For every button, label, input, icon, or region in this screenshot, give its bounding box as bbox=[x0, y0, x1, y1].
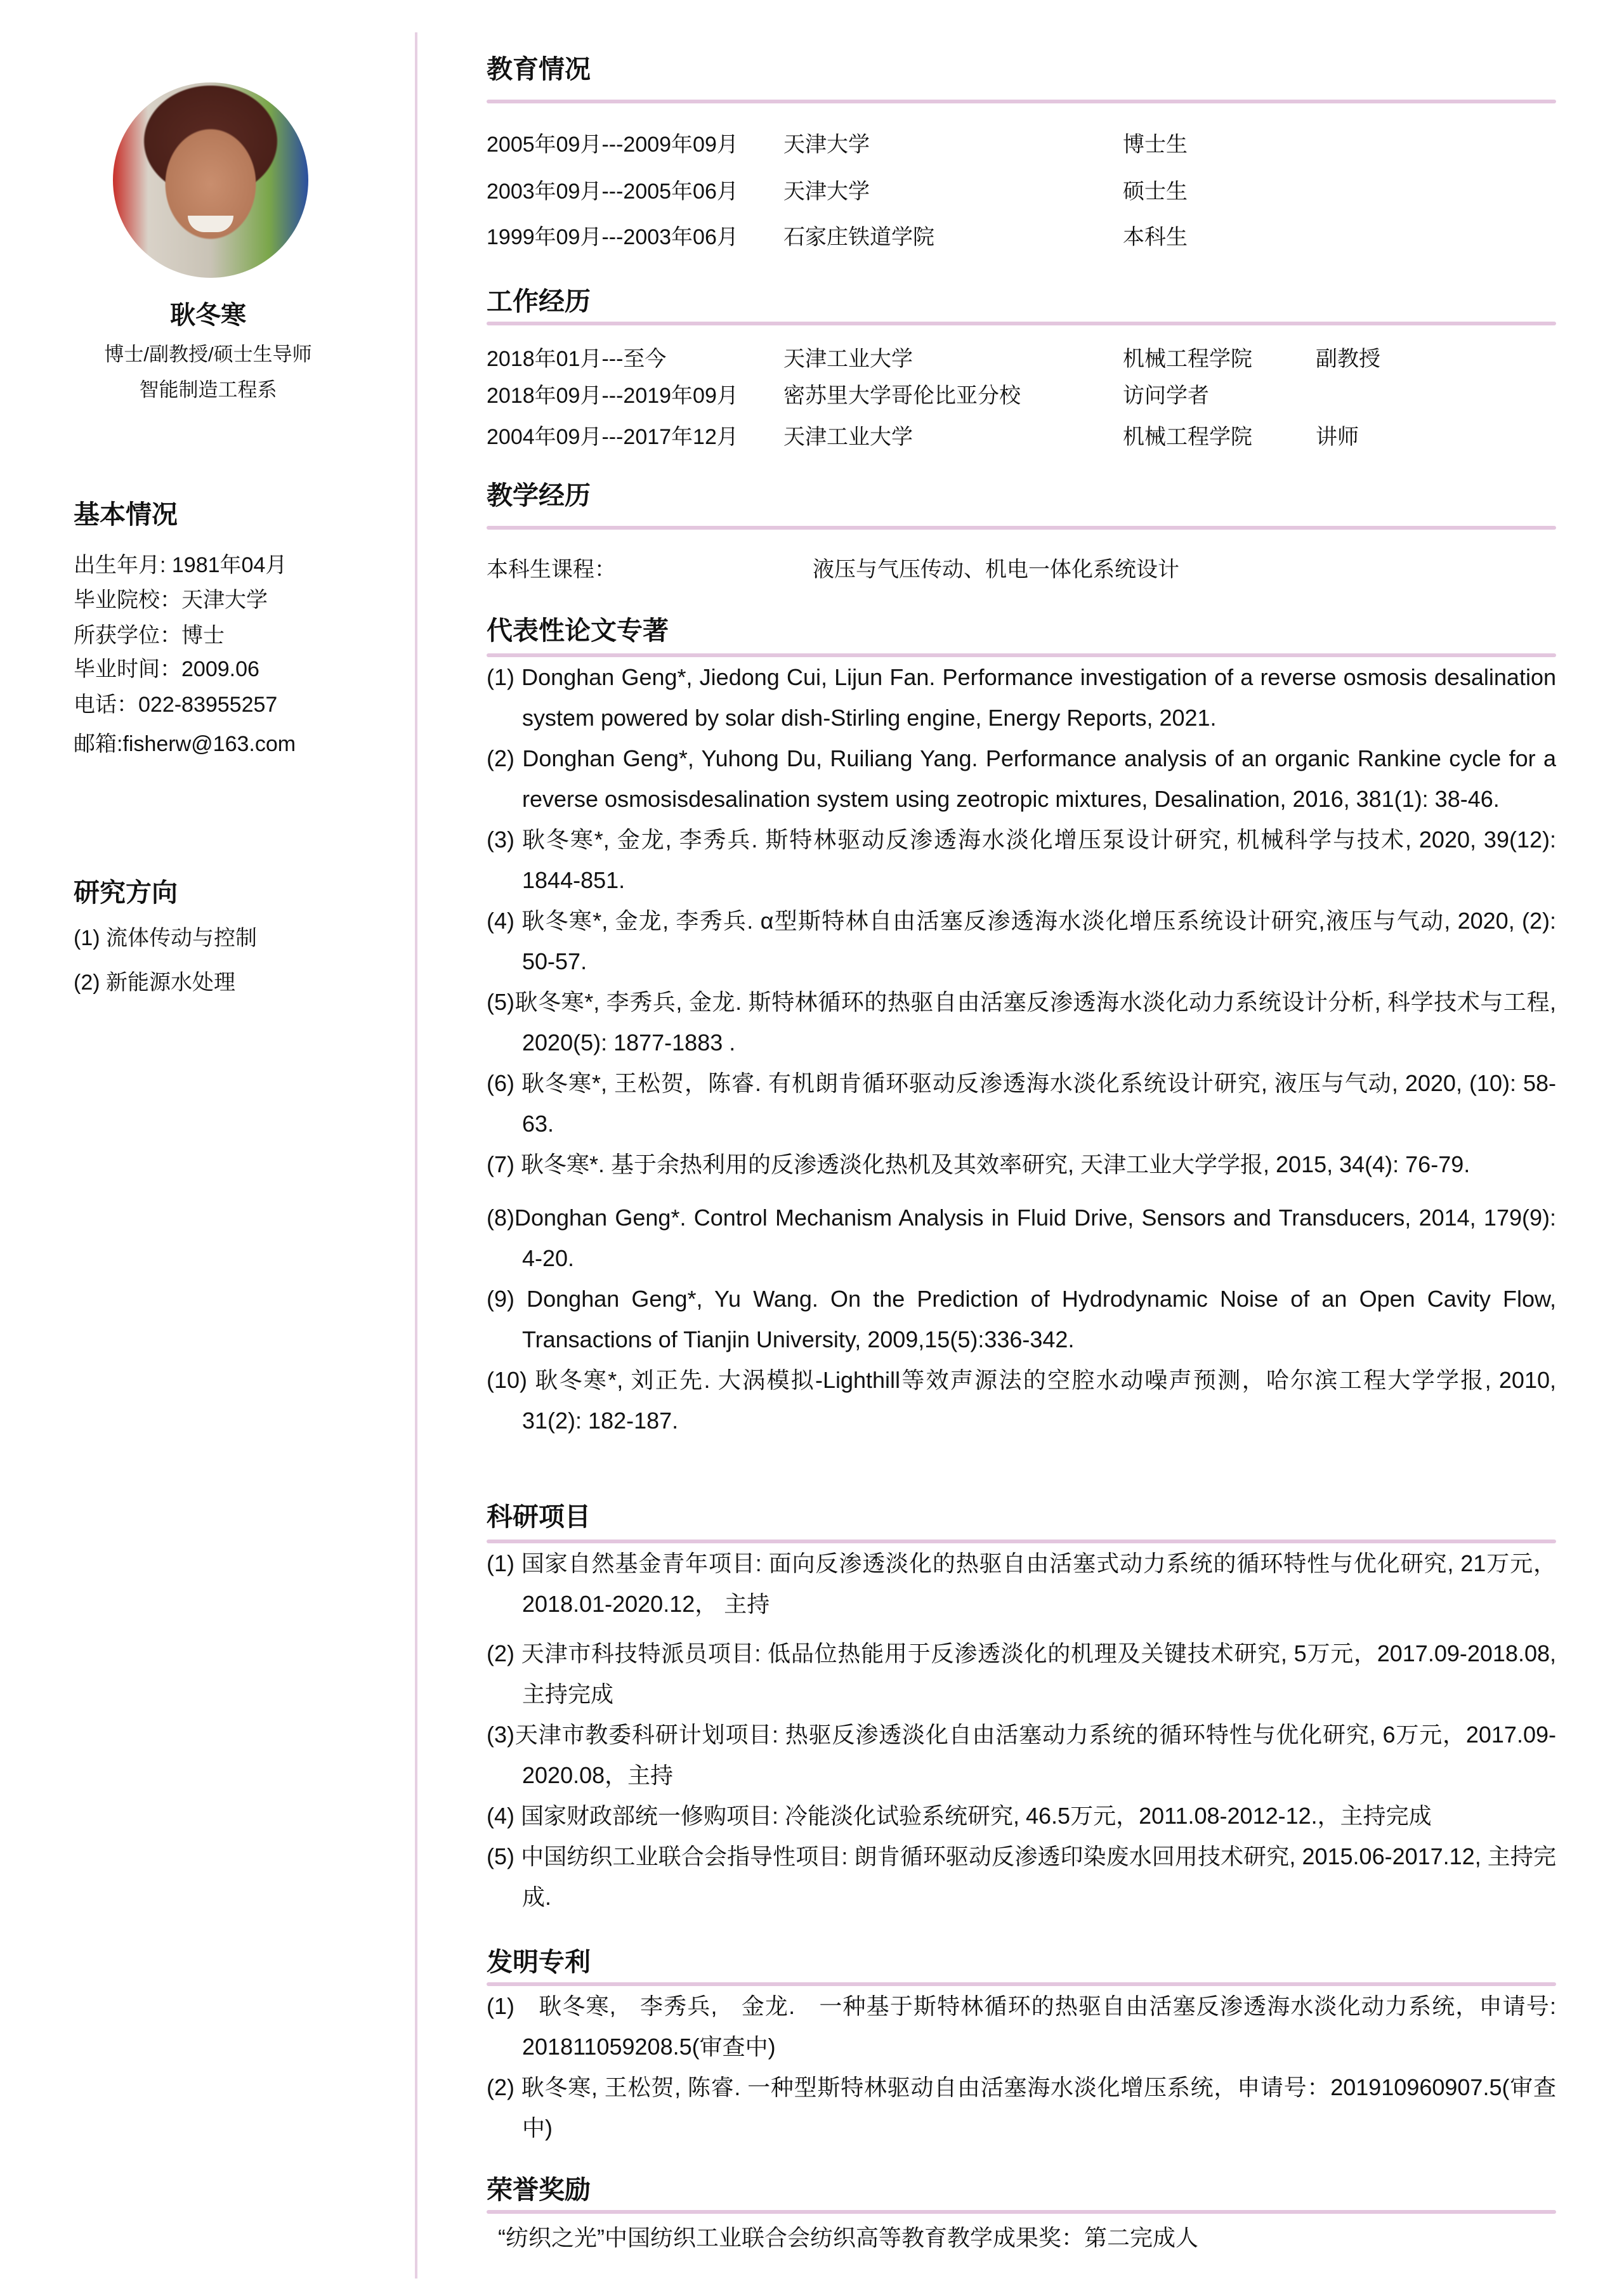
person-name: 耿冬寒 bbox=[170, 301, 246, 329]
work-org: 天津工业大学 bbox=[783, 347, 913, 371]
education-school: 天津大学 bbox=[783, 180, 870, 204]
project-item: (4) 国家财政部统一修购项目: 冷能淡化试验系统研究, 46.5万元，2011.08-2012-12.，主持完成 bbox=[487, 1803, 1432, 1829]
project-item: (3)天津市教委科研计划项目: 热驱反渗透淡化自由活塞动力系统的循环特性与优化研究, 6万元，2017.09-2020.08，主持 bbox=[487, 1722, 1556, 1788]
paper-item: (1) Donghan Geng*, Jiedong Cui, Lijun Fan. Performance investigation of a reverse osmosis desalination system powered by solar dish-Stirling engine, Energy Reports, 2021. bbox=[487, 664, 1556, 731]
work-period: 2018年09月---2019年09月 bbox=[487, 384, 738, 408]
education-school: 石家庄铁道学院 bbox=[783, 225, 934, 249]
teaching-section bbox=[487, 480, 1556, 582]
papers-list bbox=[487, 657, 1556, 1441]
section-rule bbox=[487, 526, 1556, 530]
paper-item: (5)耿冬寒*, 李秀兵, 金龙. 斯特林循环的热驱自由活塞反渗透海水淡化动力系统设计分析, 科学技术与工程, 2020(5): 1877-1883 . bbox=[487, 989, 1556, 1056]
patents-list bbox=[487, 1986, 1556, 2148]
work-section bbox=[487, 286, 1556, 451]
education-degree: 博士生 bbox=[1123, 133, 1188, 157]
patent-item: (1) 耿冬寒, 李秀兵, 金龙. 一种基于斯特林循环的热驱自由活塞反渗透海水淡化动力系统，申请号: 201811059208.5(审查中) bbox=[487, 1993, 1556, 2060]
work-org: 密苏里大学哥伦比亚分校 bbox=[783, 384, 1021, 408]
education-section bbox=[487, 54, 1556, 249]
papers-heading: 代表性论文专著 bbox=[487, 616, 669, 645]
section-rule bbox=[487, 2210, 1556, 2214]
work-period: 2004年09月---2017年12月 bbox=[487, 425, 738, 449]
teaching-label: 本科生课程： bbox=[487, 558, 616, 582]
work-role: 讲师 bbox=[1316, 425, 1359, 449]
research-heading: 研究方向 bbox=[74, 878, 178, 907]
person-department: 智能制造工程系 bbox=[139, 379, 277, 401]
work-unit: 机械工程学院 bbox=[1123, 425, 1252, 449]
education-heading: 教育情况 bbox=[487, 55, 591, 84]
paper-item: (6) 耿冬寒*, 王松贺，陈睿. 有机朗肯循环驱动反渗透海水淡化系统设计研究, 液压与气动, 2020, (10): 58-63. bbox=[487, 1070, 1556, 1137]
education-school: 天津大学 bbox=[783, 133, 870, 157]
awards-section bbox=[487, 2174, 1556, 2258]
paper-item: (7) 耿冬寒*. 基于余热利用的反渗透淡化热机及其效率研究, 天津工业大学学报, 2015, 34(4): 76-79. bbox=[487, 1151, 1470, 1177]
work-heading: 工作经历 bbox=[487, 287, 591, 316]
basic-info-item: 电话：022-83955257 bbox=[74, 693, 278, 717]
profile-photo bbox=[113, 82, 308, 278]
person-title: 博士/副教授/硕士生导师 bbox=[104, 343, 312, 365]
section-rule bbox=[487, 322, 1556, 325]
patent-item: (2) 耿冬寒, 王松贺, 陈睿. 一种型斯特林驱动自由活塞海水淡化增压系统，申请号：201910960907.5(审查中) bbox=[487, 2074, 1556, 2141]
teaching-heading: 教学经历 bbox=[487, 481, 591, 510]
awards-list bbox=[487, 2218, 1556, 2258]
basic-info-item: 出生年月: 1981年04月 bbox=[74, 553, 287, 577]
award-item: “纺织之光”中国纺织工业联合会纺织高等教育教学成果奖：第二完成人 bbox=[498, 2225, 1198, 2251]
education-period: 1999年09月---2003年06月 bbox=[487, 225, 738, 249]
project-item: (2) 天津市科技特派员项目: 低品位热能用于反渗透淡化的机理及关键技术研究, 5万元，2017.09-2018.08, 主持完成 bbox=[487, 1640, 1556, 1707]
papers-section bbox=[487, 615, 1556, 1441]
paper-item: (10) 耿冬寒*, 刘正先. 大涡模拟-Lighthill等效声源法的空腔水动噪声预测，哈尔滨工程大学学报, 2010, 31(2): 182-187. bbox=[487, 1367, 1556, 1434]
patents-section bbox=[487, 1947, 1556, 2148]
basic-info-item: 毕业院校：天津大学 bbox=[74, 588, 268, 612]
work-org: 天津工业大学 bbox=[783, 425, 913, 449]
work-unit: 机械工程学院 bbox=[1123, 347, 1252, 371]
projects-heading: 科研项目 bbox=[487, 1502, 591, 1531]
basic-info-item: 邮箱:fisherw@163.com bbox=[74, 732, 296, 756]
basic-info-heading: 基本情况 bbox=[74, 500, 178, 529]
project-item: (5) 中国纺织工业联合会指导性项目: 朗肯循环驱动反渗透印染废水回用技术研究, 2015.06-2017.12, 主持完成. bbox=[487, 1843, 1556, 1910]
teaching-courses: 液压与气压传动、机电一体化系统设计 bbox=[813, 558, 1179, 582]
patents-heading: 发明专利 bbox=[487, 1947, 591, 1977]
education-degree: 硕士生 bbox=[1123, 180, 1188, 204]
projects-list bbox=[487, 1543, 1556, 1918]
basic-info-item: 毕业时间：2009.06 bbox=[74, 657, 259, 681]
paper-item: (2) Donghan Geng*, Yuhong Du, Ruiliang Yang. Performance analysis of an organic Rankine cycle for a reverse osmosisdesalination system using zeotropic mixtures, Desalination, 2016, 381(1): 38-46. bbox=[487, 745, 1556, 812]
section-rule bbox=[487, 100, 1556, 103]
awards-heading: 荣誉奖励 bbox=[487, 2175, 591, 2204]
basic-info-item: 所获学位：博士 bbox=[74, 624, 225, 648]
education-period: 2005年09月---2009年09月 bbox=[487, 133, 738, 157]
research-item: (2) 新能源水处理 bbox=[74, 971, 235, 995]
paper-item: (3) 耿冬寒*, 金龙, 李秀兵. 斯特林驱动反渗透海水淡化增压泵设计研究, 机械科学与技术, 2020, 39(12): 1844-851. bbox=[487, 827, 1556, 893]
project-item: (1) 国家自然基金青年项目: 面向反渗透淡化的热驱自由活塞式动力系统的循环特性与优化研究, 21万元，2018.01-2020.12， 主持 bbox=[487, 1550, 1556, 1617]
education-period: 2003年09月---2005年06月 bbox=[487, 180, 738, 204]
paper-item: (8)Donghan Geng*. Control Mechanism Analysis in Fluid Drive, Sensors and Transducers, 2014, 179(9): 4-20. bbox=[487, 1205, 1556, 1271]
education-degree: 本科生 bbox=[1123, 225, 1188, 249]
work-role: 副教授 bbox=[1316, 347, 1380, 371]
paper-item: (4) 耿冬寒*, 金龙, 李秀兵. α型斯特林自由活塞反渗透海水淡化增压系统设计研究,液压与气动, 2020, (2): 50-57. bbox=[487, 908, 1556, 974]
work-period: 2018年01月---至今 bbox=[487, 347, 667, 371]
work-unit: 访问学者 bbox=[1123, 384, 1209, 408]
projects-section bbox=[487, 1501, 1556, 1918]
column-divider bbox=[415, 32, 417, 2279]
research-item: (1) 流体传动与控制 bbox=[74, 926, 257, 950]
paper-item: (9) Donghan Geng*, Yu Wang. On the Prediction of Hydrodynamic Noise of an Open Cavity Flow, Transactions of Tianjin University, 2009,15(5):336-342. bbox=[487, 1286, 1556, 1352]
